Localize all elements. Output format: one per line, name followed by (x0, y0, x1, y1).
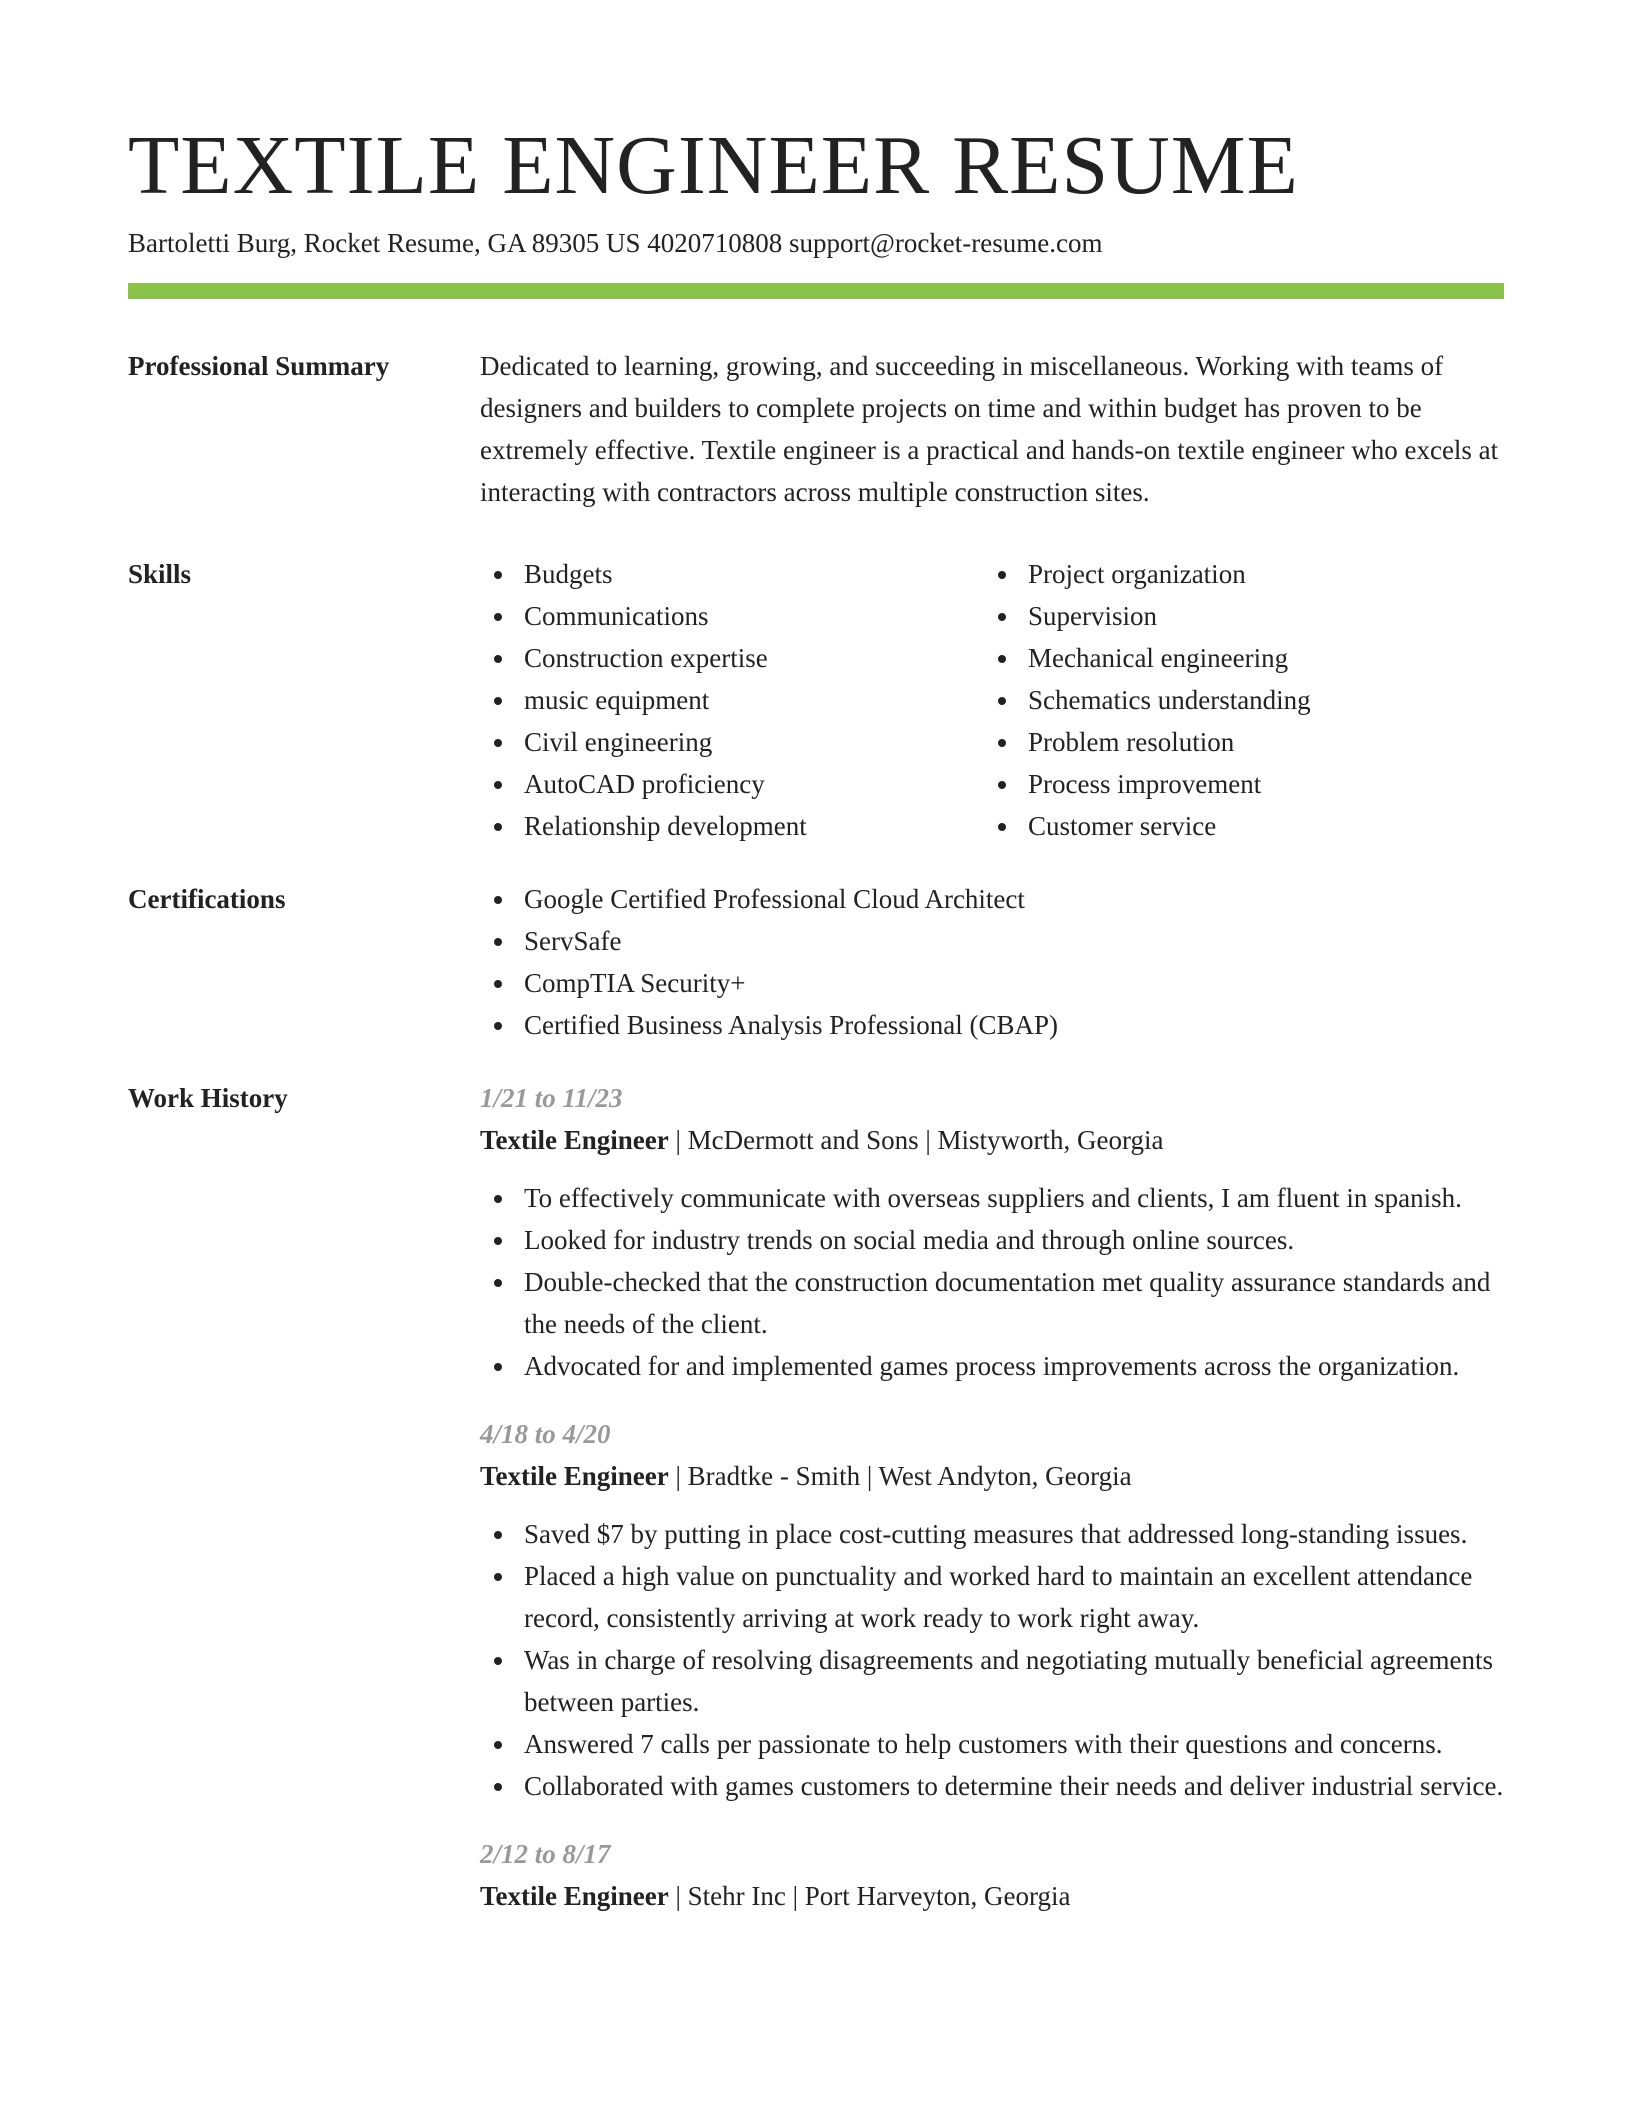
list-item: music equipment (480, 679, 984, 721)
job-role: Textile Engineer (480, 1461, 669, 1492)
job-entry (480, 1413, 1504, 1807)
job-bullet: Placed a high value on punctuality and worked hard to maintain an excellent attendance record, consistently arriving at work ready to work right away. (480, 1555, 1504, 1639)
job-entry (480, 1077, 1504, 1387)
list-item: Google Certified Professional Cloud Architect (480, 878, 1504, 920)
job-bullet: Advocated for and implemented games process improvements across the organization. (480, 1345, 1504, 1387)
list-item: AutoCAD proficiency (480, 763, 984, 805)
summary-section (128, 345, 1504, 513)
list-item: Civil engineering (480, 721, 984, 763)
job-bullet: Answered 7 calls per passionate to help customers with their questions and concerns. (480, 1723, 1504, 1765)
list-item: ServSafe (480, 920, 1504, 962)
list-item: Relationship development (480, 805, 984, 847)
certifications-label: Certifications (128, 884, 286, 915)
skills-columns (480, 553, 1504, 847)
job-role: Textile Engineer (480, 1125, 669, 1156)
job-bullets (480, 1177, 1504, 1387)
work-history-label: Work History (128, 1083, 288, 1114)
skills-label: Skills (128, 559, 192, 590)
list-item: Budgets (480, 553, 984, 595)
list-item: Construction expertise (480, 637, 984, 679)
job-entry (480, 1833, 1504, 1917)
job-bullet: To effectively communicate with overseas suppliers and clients, I am fluent in spanish. (480, 1177, 1504, 1219)
list-item: Communications (480, 595, 984, 637)
list-item: Process improvement (984, 763, 1488, 805)
job-details: | Stehr Inc | Port Harveyton, Georgia (668, 1881, 1071, 1912)
list-item: Supervision (984, 595, 1488, 637)
certifications-section (128, 878, 1504, 1046)
job-dates: 4/18 to 4/20 (480, 1419, 611, 1450)
job-header (480, 1119, 1504, 1161)
job-bullet: Double-checked that the construction documentation met quality assurance standards and the needs of the client. (480, 1261, 1504, 1345)
summary-text: Dedicated to learning, growing, and succeeding in miscellaneous. Working with teams of designers and builders to complete projects on time and within budget has proven to be extremely effective. Textile engineer is a practical and hands-on textile engineer who excels at interacting with contractors across multiple construction sites. (480, 351, 1499, 508)
list-item: CompTIA Security+ (480, 962, 1504, 1004)
accent-divider (128, 283, 1504, 299)
job-role: Textile Engineer (480, 1881, 669, 1912)
skills-list-right (984, 553, 1488, 847)
job-bullet: Was in charge of resolving disagreements and negotiating mutually beneficial agreements between parties. (480, 1639, 1504, 1723)
list-item: Problem resolution (984, 721, 1488, 763)
jobs-container (480, 1077, 1504, 1943)
job-bullet: Saved $7 by putting in place cost-cutting measures that addressed long-standing issues. (480, 1513, 1504, 1555)
skills-section (128, 553, 1504, 847)
job-details: | Bradtke - Smith | West Andyton, Georgia (668, 1461, 1132, 1492)
skills-list-left (480, 553, 984, 847)
job-header (480, 1455, 1504, 1497)
job-dates: 1/21 to 11/23 (480, 1083, 623, 1114)
summary-label: Professional Summary (128, 351, 390, 382)
job-details: | McDermott and Sons | Mistyworth, Georgia (668, 1125, 1164, 1156)
job-dates: 2/12 to 8/17 (480, 1839, 611, 1870)
resume-title: TEXTILE ENGINEER RESUME (128, 119, 1299, 212)
job-bullets (480, 1513, 1504, 1807)
contact-line: Bartoletti Burg, Rocket Resume, GA 89305 US 4020710808 support@rocket-resume.com (128, 228, 1103, 259)
list-item: Certified Business Analysis Professional (CBAP) (480, 1004, 1504, 1046)
list-item: Mechanical engineering (984, 637, 1488, 679)
work-history-section (128, 1077, 1504, 1943)
job-bullet: Collaborated with games customers to determine their needs and deliver industrial service. (480, 1765, 1504, 1807)
list-item: Project organization (984, 553, 1488, 595)
list-item: Customer service (984, 805, 1488, 847)
list-item: Schematics understanding (984, 679, 1488, 721)
certifications-list (480, 878, 1504, 1046)
job-header (480, 1875, 1504, 1917)
job-bullet: Looked for industry trends on social media and through online sources. (480, 1219, 1504, 1261)
